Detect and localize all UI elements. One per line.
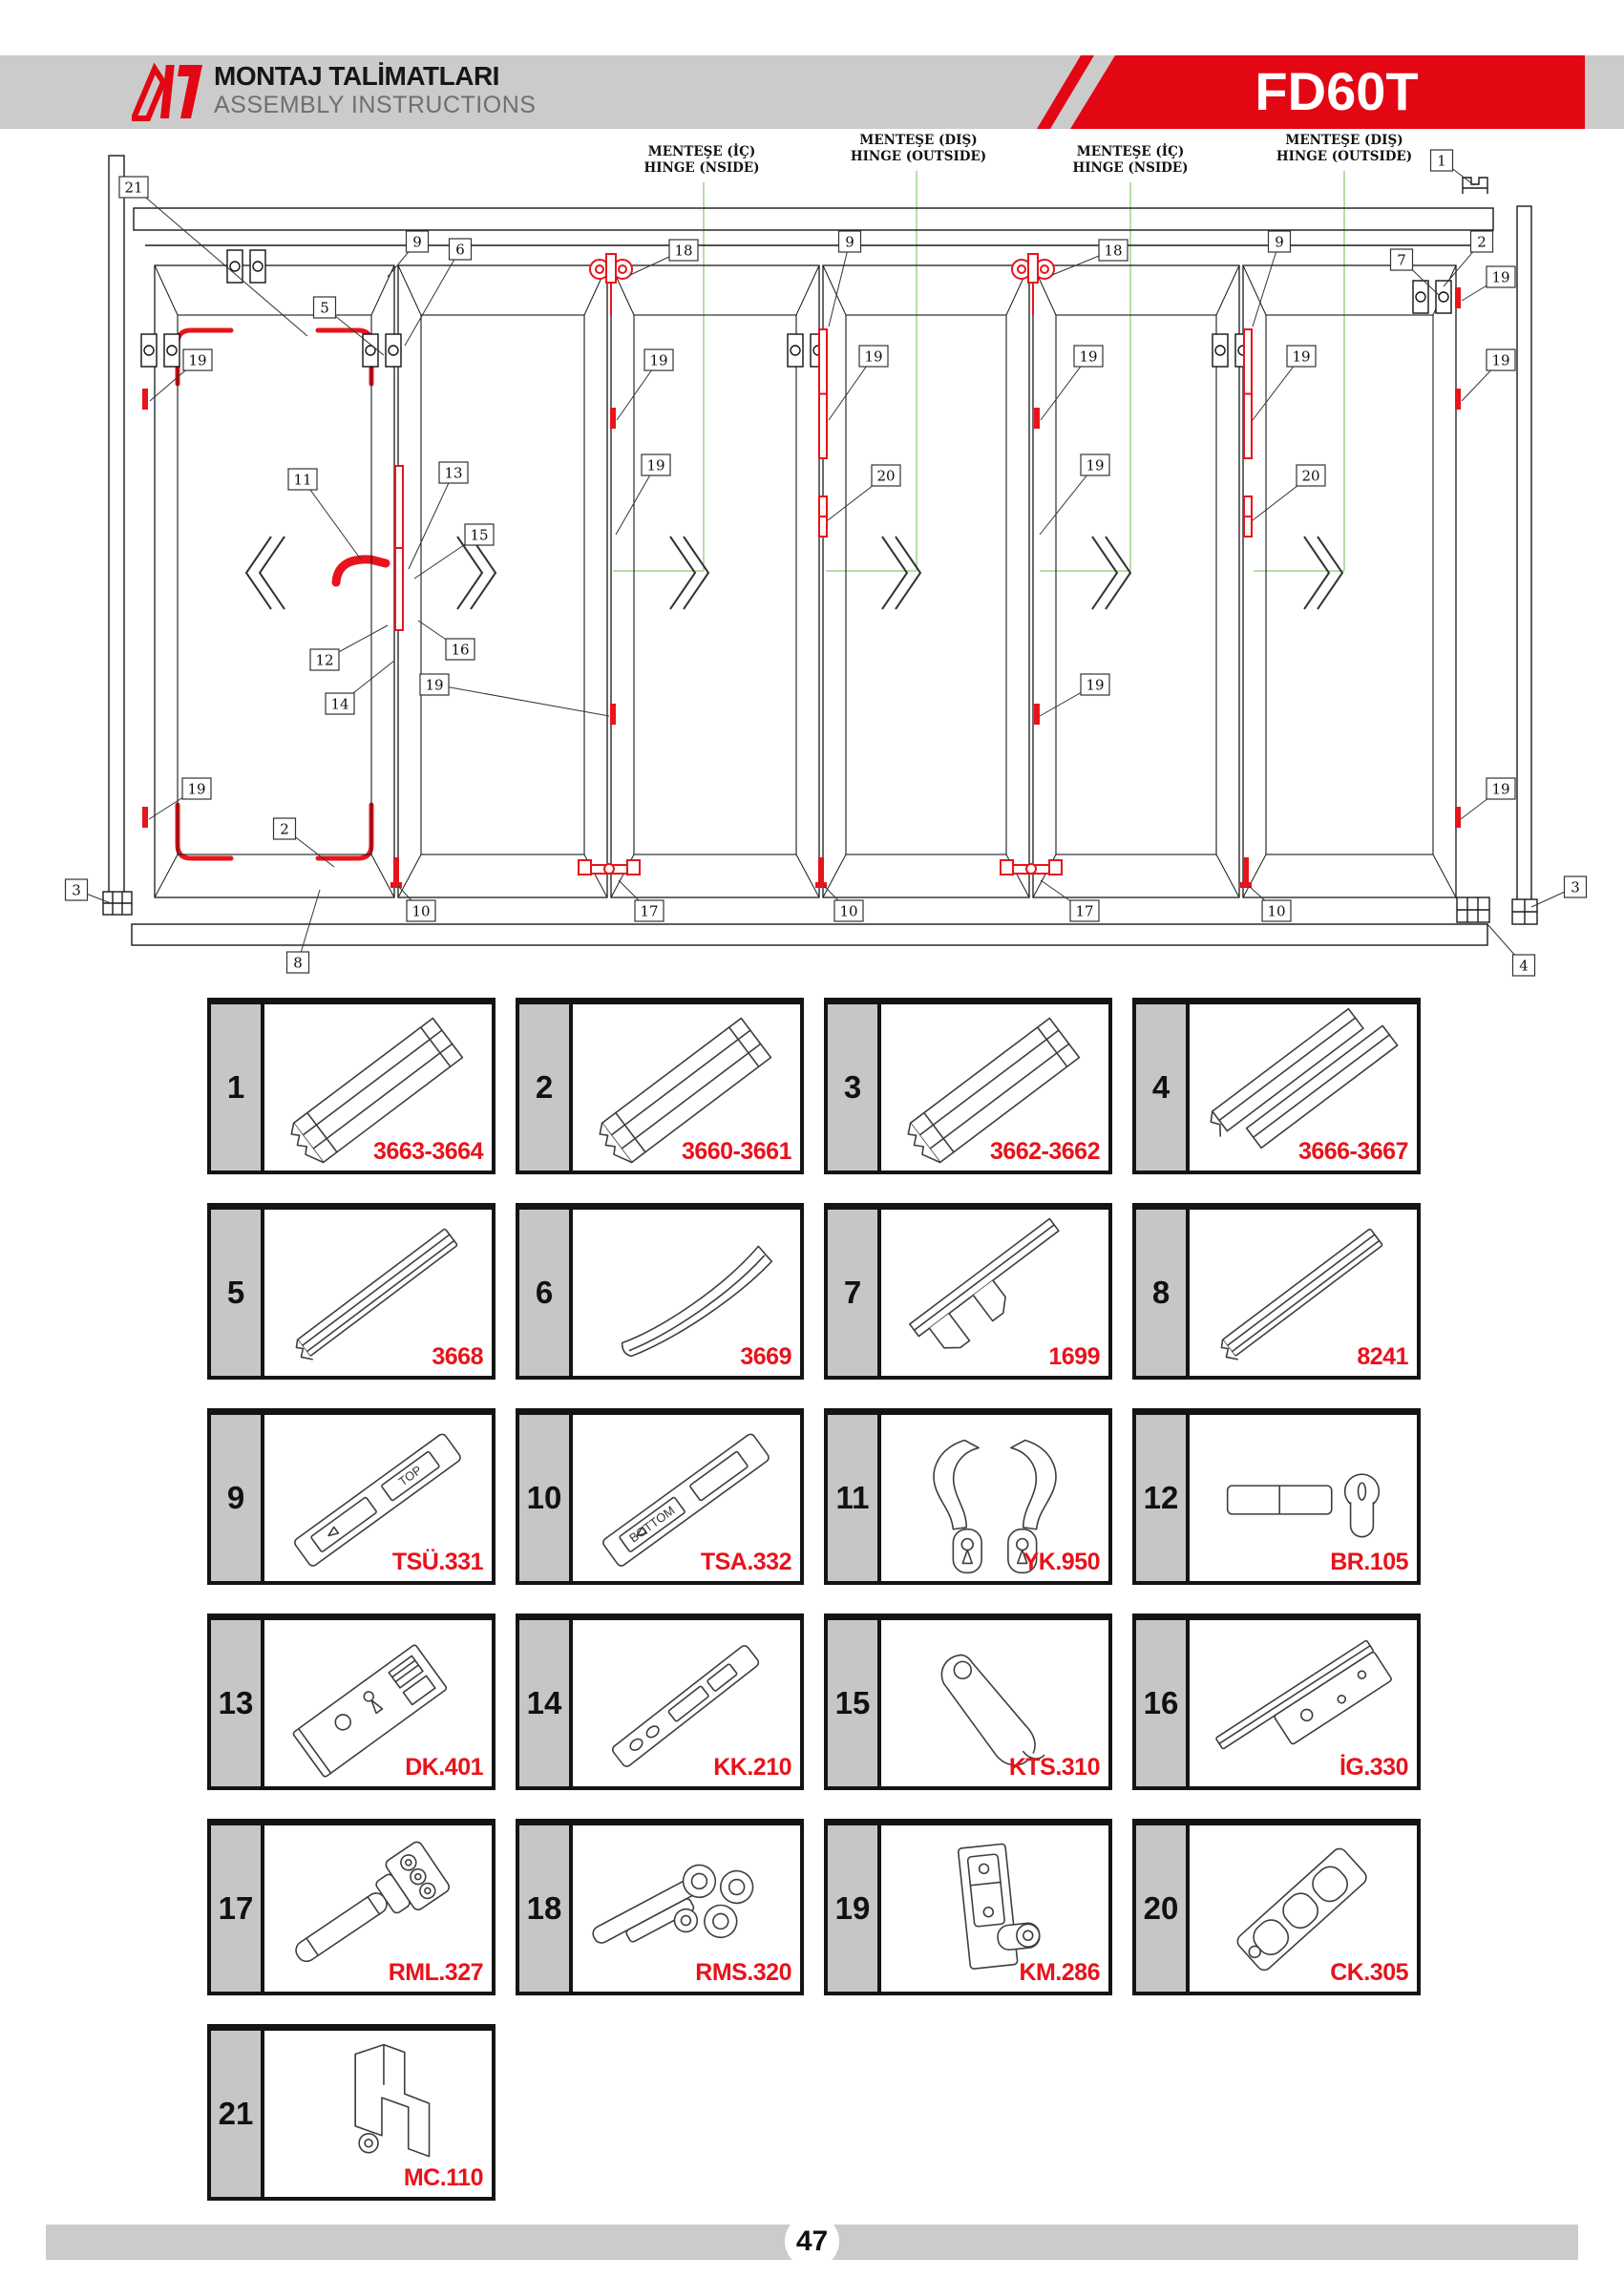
callout-19 <box>1461 778 1515 819</box>
part-number: 3 <box>828 1004 881 1171</box>
svg-text:8: 8 <box>293 954 303 972</box>
svg-text:5: 5 <box>320 299 329 317</box>
callout-20 <box>828 465 900 520</box>
callout-2 <box>274 818 335 867</box>
part-number: 2 <box>519 1004 573 1171</box>
part-cell-17 <box>207 1819 496 1995</box>
svg-text:HINGE (OUTSIDE): HINGE (OUTSIDE) <box>1276 149 1413 164</box>
part-cell-6 <box>516 1203 804 1380</box>
top-roller-carriage <box>1012 254 1054 315</box>
hinge-label <box>826 133 986 571</box>
callout-19 <box>150 349 212 401</box>
svg-text:3: 3 <box>72 881 81 899</box>
callout-3 <box>1531 876 1587 907</box>
callout-19 <box>616 454 670 535</box>
callout-1 <box>1431 150 1475 185</box>
callout-17 <box>619 880 664 921</box>
svg-text:HINGE (NSIDE): HINGE (NSIDE) <box>1072 160 1189 176</box>
hinge-hardware <box>363 334 401 367</box>
door-panel <box>1243 265 1456 897</box>
part-code: BR.105 <box>1330 1549 1408 1575</box>
handle-red <box>336 559 386 582</box>
part-cell-3 <box>824 998 1112 1174</box>
svg-text:15: 15 <box>470 526 489 544</box>
door-panel <box>398 265 607 897</box>
callout-19 <box>1253 346 1316 420</box>
bottom-roller-carriage <box>1001 860 1062 875</box>
svg-text:9: 9 <box>845 233 854 251</box>
callout-19 <box>617 349 673 420</box>
part-number: 17 <box>211 1825 264 1992</box>
svg-text:10: 10 <box>1267 902 1286 920</box>
part-cell-4 <box>1132 998 1421 1174</box>
callout-8 <box>287 890 321 973</box>
part-number: 8 <box>1136 1210 1190 1376</box>
callout-17 <box>1041 880 1099 921</box>
part-number: 6 <box>519 1210 573 1376</box>
svg-text:21: 21 <box>124 179 143 197</box>
callout-19 <box>420 674 609 716</box>
svg-text:MENTEŞE (İÇ): MENTEŞE (İÇ) <box>647 144 756 159</box>
svg-text:19: 19 <box>1086 676 1105 694</box>
part-number: 12 <box>1136 1415 1190 1581</box>
part-cell-1 <box>207 998 496 1174</box>
svg-text:2: 2 <box>1477 233 1487 251</box>
seal-mark <box>1455 287 1461 308</box>
doc-title-en: ASSEMBLY INSTRUCTIONS <box>214 92 537 119</box>
svg-text:2: 2 <box>280 820 289 838</box>
part-code: 8241 <box>1357 1343 1408 1370</box>
part-number: 14 <box>519 1620 573 1786</box>
part-engraving: BOTTOM <box>626 1503 678 1546</box>
hinge-strip <box>1244 329 1252 458</box>
seal-mark <box>1455 807 1461 828</box>
part-code: KTS.310 <box>1008 1754 1100 1781</box>
part-number: 13 <box>211 1620 264 1786</box>
part-number: 1 <box>211 1004 264 1171</box>
svg-text:11: 11 <box>293 471 312 489</box>
part-code: TSÜ.331 <box>391 1549 483 1575</box>
door-panel <box>1033 265 1239 897</box>
part-code: 3663-3664 <box>372 1138 483 1165</box>
part-cell-2 <box>516 998 804 1174</box>
folding-door-diagram <box>0 0 1624 988</box>
callout-9 <box>388 231 429 277</box>
svg-text:19: 19 <box>649 351 668 369</box>
parts-grid <box>207 998 1421 2201</box>
flush-bolt-mark <box>1240 857 1252 888</box>
svg-text:20: 20 <box>876 467 896 485</box>
bottom-roller-carriage <box>579 860 640 875</box>
svg-text:19: 19 <box>864 348 883 366</box>
callout-19 <box>1462 349 1515 401</box>
part-cell-18 <box>516 1819 804 1995</box>
svg-text:19: 19 <box>1292 348 1311 366</box>
svg-text:9: 9 <box>1275 233 1284 251</box>
part-cell-11 <box>824 1408 1112 1585</box>
svg-text:14: 14 <box>330 695 349 713</box>
svg-text:MENTEŞE (İÇ): MENTEŞE (İÇ) <box>1076 144 1185 159</box>
part-number: 7 <box>828 1210 881 1376</box>
svg-text:1: 1 <box>1437 152 1446 170</box>
svg-text:19: 19 <box>1079 348 1098 366</box>
callout-13 <box>409 462 468 569</box>
svg-text:7: 7 <box>1397 251 1406 269</box>
part-code: 1699 <box>1048 1343 1100 1370</box>
part-code: YK.950 <box>1023 1549 1100 1575</box>
svg-text:19: 19 <box>1086 456 1105 475</box>
part-cell-16 <box>1132 1614 1421 1790</box>
part-code: İG.330 <box>1339 1754 1408 1781</box>
svg-text:19: 19 <box>1491 780 1510 798</box>
part-number: 9 <box>211 1415 264 1581</box>
svg-text:10: 10 <box>839 902 858 920</box>
door-panel <box>823 265 1029 897</box>
callout-19 <box>829 346 888 420</box>
part-code: KM.286 <box>1019 1959 1100 1986</box>
page-number: 47 <box>795 2225 829 2257</box>
svg-text:10: 10 <box>411 902 431 920</box>
hinge-label <box>1254 133 1412 571</box>
svg-text:MENTEŞE (DIŞ): MENTEŞE (DIŞ) <box>859 133 978 148</box>
callout-11 <box>288 469 361 559</box>
frame-structure <box>103 156 1537 945</box>
part-cell-7 <box>824 1203 1112 1380</box>
seal-mark <box>142 389 148 410</box>
part-number: 4 <box>1136 1004 1190 1171</box>
callout-19 <box>1041 346 1103 420</box>
seal-mark <box>142 807 148 828</box>
callout-5 <box>314 297 385 355</box>
svg-text:19: 19 <box>646 456 665 475</box>
callout-10 <box>1249 886 1291 921</box>
floor-anchor-right <box>1457 897 1537 924</box>
callout-21 <box>119 177 307 336</box>
callout-20 <box>1253 465 1325 520</box>
fold-direction-chevron-right <box>882 537 920 609</box>
part-cell-21 <box>207 2024 496 2201</box>
part-code: DK.401 <box>405 1754 483 1781</box>
seal-mark <box>610 408 616 429</box>
part-number: 16 <box>1136 1620 1190 1786</box>
part-number: 5 <box>211 1210 264 1376</box>
callout-16 <box>418 621 475 660</box>
callout-6 <box>405 239 472 346</box>
hinge-strip <box>819 329 827 458</box>
svg-text:13: 13 <box>444 464 463 482</box>
svg-text:MENTEŞE (DIŞ): MENTEŞE (DIŞ) <box>1285 133 1403 148</box>
part-cell-13 <box>207 1614 496 1790</box>
svg-text:20: 20 <box>1301 467 1320 485</box>
part-code: MC.110 <box>403 2164 483 2191</box>
part-number: 11 <box>828 1415 881 1581</box>
part-number: 15 <box>828 1620 881 1786</box>
part-number: 10 <box>519 1415 573 1581</box>
part-engraving: TOP <box>395 1462 425 1489</box>
part-code: RMS.320 <box>695 1959 791 1986</box>
svg-text:19: 19 <box>1491 268 1510 286</box>
part-cell-9 <box>207 1408 496 1585</box>
fold-direction-chevron-left <box>246 537 285 609</box>
part-code: 3660-3661 <box>681 1138 791 1165</box>
seal-mark <box>1034 408 1040 429</box>
part-number: 19 <box>828 1825 881 1992</box>
svg-text:16: 16 <box>451 641 470 659</box>
floor-anchor-left <box>103 892 132 915</box>
svg-text:19: 19 <box>425 676 444 694</box>
part-cell-19 <box>824 1819 1112 1995</box>
flush-bolt-mark <box>815 857 827 888</box>
part-number: 20 <box>1136 1825 1190 1992</box>
hinge-hardware <box>1413 281 1451 313</box>
part-cell-14 <box>516 1614 804 1790</box>
svg-text:HINGE (NSIDE): HINGE (NSIDE) <box>643 160 760 176</box>
svg-text:17: 17 <box>1075 902 1094 920</box>
svg-text:19: 19 <box>187 780 206 798</box>
hinge-strip <box>395 466 403 630</box>
part-code: KK.210 <box>713 1754 791 1781</box>
hinge-hardware <box>141 334 179 367</box>
svg-text:6: 6 <box>455 241 465 259</box>
svg-text:17: 17 <box>640 902 659 920</box>
callout-2 <box>1444 231 1493 286</box>
part-cell-8 <box>1132 1203 1421 1380</box>
part-code: 3668 <box>432 1343 483 1370</box>
callout-19 <box>1040 454 1109 535</box>
product-code: FD60T <box>1255 61 1419 121</box>
callout-19 <box>1462 266 1515 301</box>
hinge-hardware <box>227 250 265 283</box>
top-right-bracket <box>1463 178 1487 194</box>
part-code: RML.327 <box>388 1959 483 1986</box>
svg-text:18: 18 <box>674 242 693 260</box>
part-code: 3669 <box>740 1343 791 1370</box>
svg-text:HINGE (OUTSIDE): HINGE (OUTSIDE) <box>850 149 987 164</box>
part-cell-10 <box>516 1408 804 1585</box>
part-code: 3662-3662 <box>989 1138 1100 1165</box>
part-cell-12 <box>1132 1408 1421 1585</box>
part-cell-15 <box>824 1614 1112 1790</box>
fold-direction-chevron-right <box>1092 537 1130 609</box>
part-number: 18 <box>519 1825 573 1992</box>
svg-text:3: 3 <box>1571 878 1580 896</box>
callout-10 <box>824 886 863 921</box>
callout-10 <box>398 886 435 921</box>
top-roller-carriage <box>590 254 632 315</box>
svg-text:12: 12 <box>315 651 334 669</box>
part-code: TSA.332 <box>700 1549 791 1575</box>
hinge-strip <box>819 496 827 537</box>
hinge-strip <box>1244 496 1252 537</box>
callout-12 <box>310 625 388 670</box>
svg-text:9: 9 <box>412 233 422 251</box>
part-cell-20 <box>1132 1819 1421 1995</box>
part-number: 21 <box>211 2031 264 2197</box>
part-cell-5 <box>207 1203 496 1380</box>
part-code: 3666-3667 <box>1297 1138 1408 1165</box>
callout-19 <box>1040 674 1109 716</box>
seal-mark <box>1034 704 1040 725</box>
fold-direction-chevron-right <box>670 537 708 609</box>
doc-title-tr: MONTAJ TALİMATLARI <box>214 61 499 91</box>
seal-mark <box>1455 389 1461 410</box>
page-number-badge <box>785 2214 839 2268</box>
fold-direction-chevron-right <box>1304 537 1342 609</box>
svg-text:4: 4 <box>1519 957 1529 975</box>
seal-mark <box>610 704 616 725</box>
svg-text:19: 19 <box>188 351 207 369</box>
callout-4 <box>1487 924 1535 976</box>
svg-text:18: 18 <box>1104 242 1123 260</box>
fold-direction-chevron-right <box>457 537 496 609</box>
svg-text:19: 19 <box>1491 351 1510 369</box>
part-code: CK.305 <box>1330 1959 1408 1986</box>
flush-bolt-mark <box>390 857 402 888</box>
